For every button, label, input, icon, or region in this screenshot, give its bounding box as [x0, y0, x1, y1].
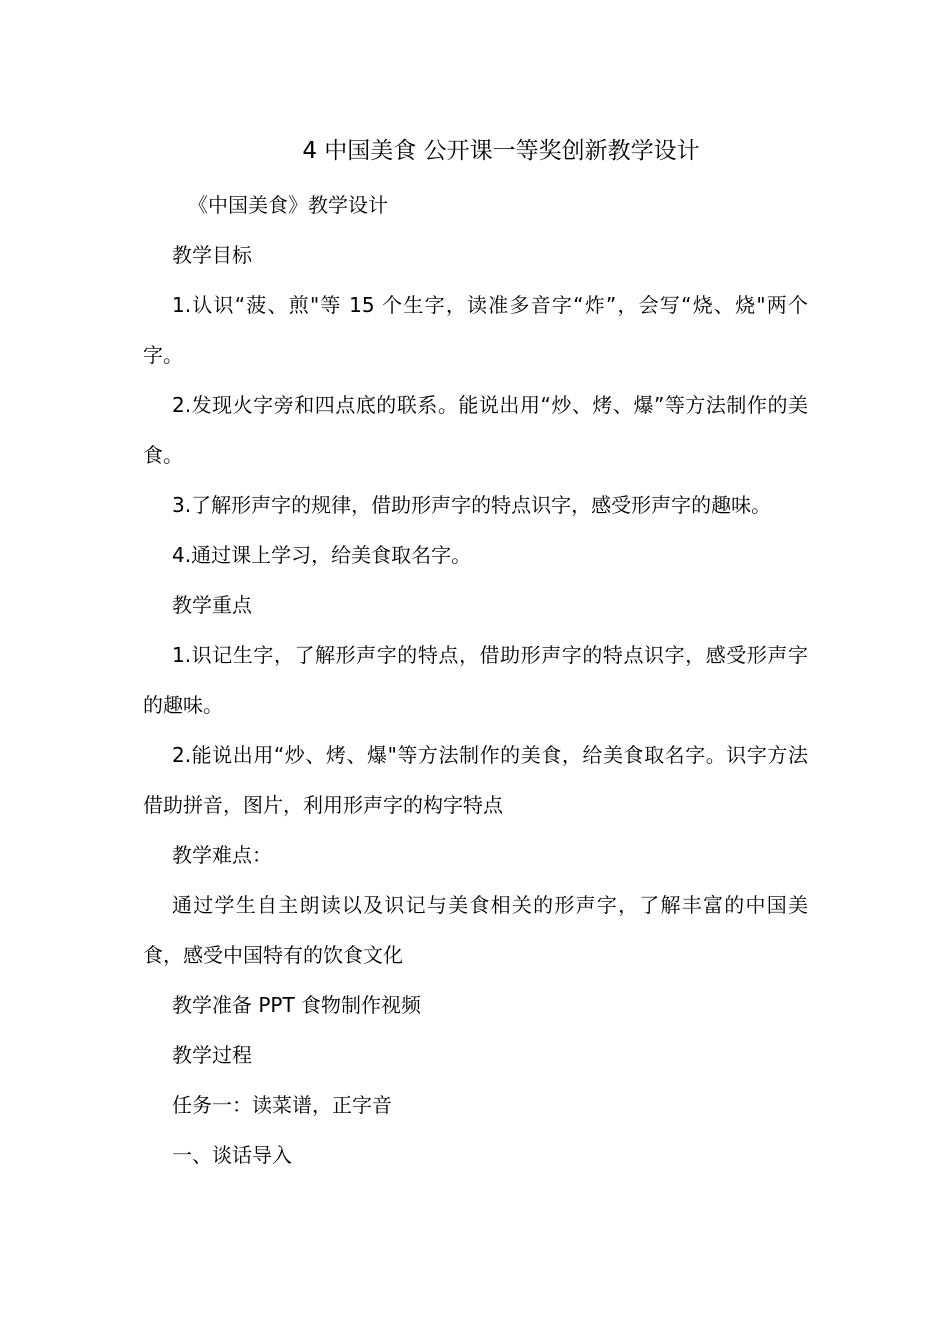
preparation-text: 教学准备 PPT 食物制作视频 [172, 993, 422, 1017]
section-heading-process: 教学过程 [172, 1043, 252, 1067]
objective-3: 3.了解形声字的规律，借助形声字的特点识字，感受形声字的趣味。 [172, 493, 772, 517]
key-point-2: 2.能说出用“炒、烤、爆"等方法制作的美食，给美食取名字。识字方法借助拼音，图片，利用形声字的构字特点 [143, 743, 808, 817]
document-subtitle: 《中国美食》教学设计 [188, 193, 388, 217]
section-heading-key-points: 教学重点 [172, 593, 252, 617]
objective-2: 2.发现火字旁和四点底的联系。能说出用“炒、烤、爆”等方法制作的美食。 [143, 393, 808, 467]
step-one-heading: 一、谈话导入 [172, 1143, 292, 1167]
key-point-1: 1.识记生字，了解形声字的特点，借助形声字的特点识字，感受形声字的趣味。 [143, 643, 808, 717]
objective-1: 1.认识“菠、煎"等 15 个生字，读准多音字“炸”，会写“烧、烧"两个字。 [143, 293, 808, 367]
task-one-heading: 任务一：读菜谱，正字音 [172, 1093, 392, 1117]
objective-4: 4.通过课上学习，给美食取名字。 [172, 543, 472, 567]
section-heading-objectives: 教学目标 [172, 243, 252, 267]
document-body [143, 180, 808, 1180]
difficulty-text: 通过学生自主朗读以及识记与美食相关的形声字，了解丰富的中国美食，感受中国特有的饮食文化 [143, 893, 808, 967]
section-heading-difficulties: 教学难点： [172, 843, 272, 867]
document-title: 4 中国美食 公开课一等奖创新教学设计 [302, 138, 700, 164]
